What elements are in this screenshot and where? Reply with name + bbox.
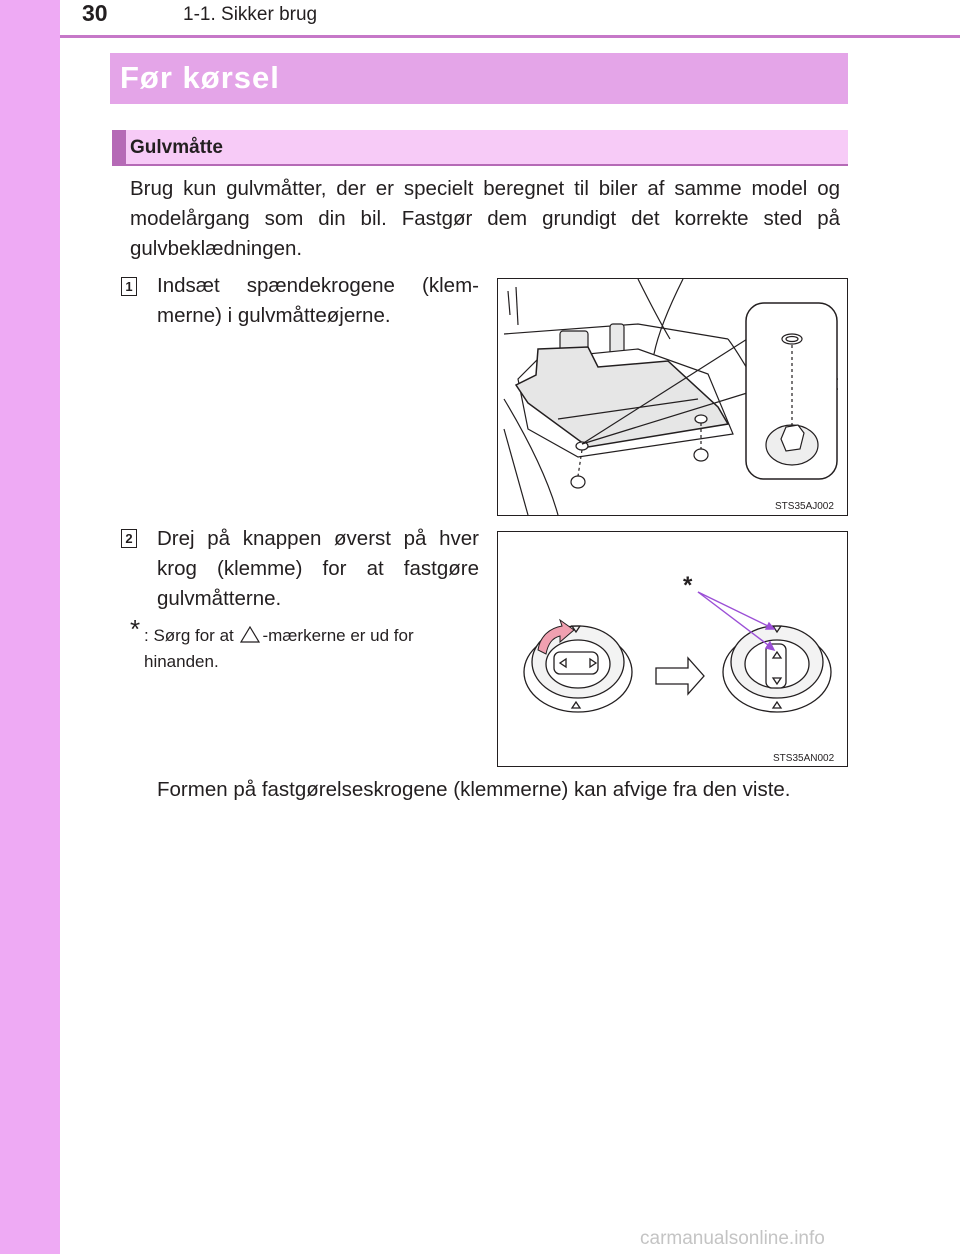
step-number-2: 2 [121,529,137,548]
watermark: carmanualsonline.info [640,1228,825,1249]
footnote-text-after: -mærkerne er ud for hinanden. [144,626,414,671]
closing-paragraph: Formen på fastgørelseskrogene (klemmerne) kan afvige fra den viste. [157,778,791,801]
header-rule [60,35,960,38]
figure-hook-rotation [497,531,848,767]
page-number: 30 [82,0,108,26]
breadcrumb: 1-1. Sikker brug [183,4,318,25]
footnote-text [144,623,480,675]
figure-2-asterisk: * [683,572,693,599]
intro-paragraph: Brug kun gulvmåtter, der er specielt beregnet til biler af samme model og modelårgang som din bil. Fastgør dem grundigt det korrekte sted på gulvbeklædningen. [130,177,840,260]
figure-1-code: STS35AJ002 [775,501,834,512]
step-2-text: Drej på knappen øverst på hver krog (klemme) for at fastgøre gulvmåtterne. [157,527,479,610]
footnote-text-before: : Sørg for at [144,626,234,645]
step-number-1: 1 [121,277,137,296]
floor-mat-illustration [498,279,847,515]
figure-floor-mat-hooks [497,278,848,516]
footnote-asterisk: * [130,614,141,644]
triangle-mark-icon [238,626,262,645]
hook-rotation-illustration [498,532,847,766]
side-bar [0,0,60,1254]
figure-2-code: STS35AN002 [773,753,835,764]
step-1-text: Indsæt spændekrogene (klem-merne) i gulvmåtteøjerne. [157,274,479,327]
subsection-title: Gulvmåtte [112,130,848,166]
section-title: Før kørsel [110,53,848,104]
